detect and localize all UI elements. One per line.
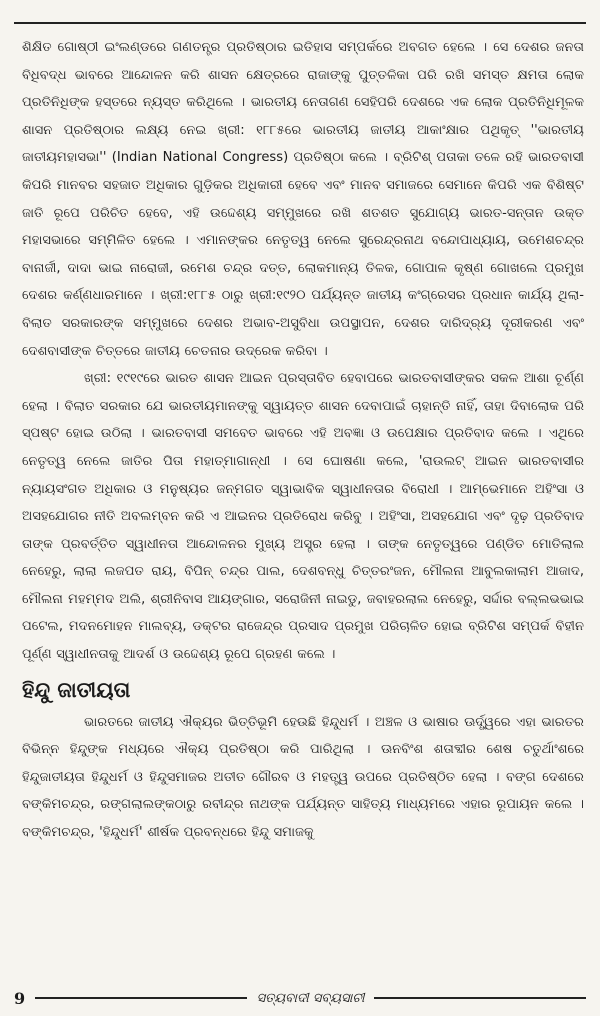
publication-title: ସତ୍ୟବାଦୀ ସବ୍ୟସାଚୀ: [256, 990, 365, 1006]
top-rule: [14, 22, 586, 24]
page-footer: [14, 988, 586, 1008]
section-heading: ହିନ୍ଦୁ ଜାତୀୟତା: [22, 677, 131, 702]
paragraph-3: ଭାରତରେ ଜାତୀୟ ଐକ୍ୟର ଭିତ୍ତିଭୂମି ହେଉଛି ହିନ୍ଦୁଧର୍ମ । ଅଞ୍ଚଳ ଓ ଭାଷାର ଊର୍ଦ୍ଧ୍ୱରେ ଏହା ଭାରତର ବିଭିନ୍ନ ହିନ୍ଦୁଙ୍କ ମଧ୍ୟରେ ଐକ୍ୟ ପ୍ରତିଷ୍ଠା କରି ପାରିଥିଲା । ଊନବିଂଶ ଶତାବ୍ଦୀର ଶେଷ ଚତୁର୍ଥାଂଶରେ ହିନ୍ଦୁଜାତୀୟତା ହିନ୍ଦୁଧର୍ମ ଓ ହିନ୍ଦୁସମାଜର ଅତୀତ ଗୌରବ ଓ ମହତ୍ତ୍ୱ ଉପରେ ପ୍ରତିଷ୍ଠିତ ହେଲା । ବଙ୍ଗ ଦେଶରେ ବଙ୍କିମଚନ୍ଦ୍ର, ରଙ୍ଗଲାଲଙ୍କଠାରୁ ରବୀନ୍ଦ୍ର ନାଥଙ୍କ ପର୍ଯ୍ୟନ୍ତ ସାହିତ୍ୟ ମାଧ୍ୟମରେ ଏହାର ରୂପାୟନ କଲେ । ବଙ୍କିମଚନ୍ଦ୍ର, 'ହିନ୍ଦୁଧର୍ମ' ଶୀର୍ଷକ ପ୍ରବନ୍ଧରେ ହିନ୍ଦୁ ସମାଜକୁ: [22, 714, 584, 841]
footer-rule-right: [374, 997, 586, 999]
footer-rule-left: [35, 997, 247, 999]
paragraph-1: ଶିକ୍ଷିତ ଗୋଷ୍ଠୀ ଇଂଲଣ୍ଡରେ ଗଣତନ୍ତ୍ର ପ୍ରତିଷ୍ଠାର ଇତିହାସ ସମ୍ପର୍କରେ ଅବଗତ ହେଲେ । ସେ ଦେଶର ଜନତା ବିଧିବଦ୍ଧ ଭାବରେ ଆନ୍ଦୋଳନ କରି ଶାସନ କ୍ଷେତ୍ରରେ ରାଜାଙ୍କୁ ପୁତ୍ତଳିକା ପରି ରଖି ସମସ୍ତ କ୍ଷମତା ଲୋକ ପ୍ରତିନିଧିଙ୍କ ହସ୍ତରେ ନ୍ୟସ୍ତ କରିଥିଲେ । ଭାରତୀୟ ନେତାଗଣ ସେହିପରି ଦେଶରେ ଏକ ଲୋକ ପ୍ରତିନିଧିମୂଳକ ଶାସନ ପ୍ରତିଷ୍ଠାର ଲକ୍ଷ୍ୟ ନେଇ ଖ୍ରୀ: ୧୮୮୫ରେ ଭାରତୀୟ ଜାତୀୟ ଆକାଂକ୍ଷାର ପଥିକୃତ୍ ''ଭାରତୀୟ ଜାତୀୟମହାସଭା'' (Indian National Congress) ପ୍ରତିଷ୍ଠା କଲେ । ବ୍ରିଟିଶ୍ ପତାକା ତଳେ ରହି ଭାରତବାସୀ କିପରି ମାନବର ସହଜାତ ଅଧିକାର ଗୁଡ଼ିକର ଅଧିକାରୀ ହେବେ ଏବଂ ମାନବ ସମାଜରେ ସେମାନେ କିପରି ଏକ ବିଶିଷ୍ଟ ଜାତି ରୂପେ ପରିଚିତ ହେବେ, ଏହି ଉଦ୍ଦେଶ୍ୟ ସମ୍ମୁଖରେ ରଖି ଶତଶତ ସୁଯୋଗ୍ୟ ଭାରତ-ସନ୍ତାନ ଉକ୍ତ ମହାସଭାରେ ସମ୍ମିଳିତ ହେଲେ । ଏମାନଙ୍କର ନେତୃତ୍ୱ ନେଲେ ସୁରେନ୍ଦ୍ରନାଥ ବନ୍ଦୋପାଧ୍ୟାୟ, ଉମେଶଚନ୍ଦ୍ର ବାନାର୍ଜୀ, ଦାଦା ଭାଇ ନାରୋଜୀ, ରମେଶ ଚନ୍ଦ୍ର ଦତ୍ତ, ଲୋକମାନ୍ୟ ତିଳକ, ଗୋପାଳ କୃଷ୍ଣ ଗୋଖଲେ ପ୍ରମୁଖ ଦେଶର କର୍ଣ୍ଣଧାରମାନେ । ଖ୍ରୀ:୧୮୮୫ ଠାରୁ ଖ୍ରୀ:୧୯୨୦ ପର୍ଯ୍ୟନ୍ତ ଜାତୀୟ କଂଗ୍ରେସର ପ୍ରଧାନ କାର୍ଯ୍ୟ ଥିଲା-ବିଲାତ ସରକାରଙ୍କ ସମ୍ମୁଖରେ ଦେଶର ଅଭାବ-ଅସୁବିଧା ଉପସ୍ଥାପନ, ଦେଶର ଦାରିଦ୍ର୍ୟ ଦୂରୀକରଣ ଏବଂ ଦେଶବାସୀଙ୍କ ଚିତ୍ତରେ ଜାତୀୟ ଚେତନାର ଉଦ୍ରେକ କରିବା ।: [22, 40, 584, 359]
paragraph-2: ଖ୍ରୀ: ୧୯୧୯ରେ ଭାରତ ଶାସନ ଆଇନ ପ୍ରସ୍ତାବିତ ହେବାପରେ ଭାରତବାସୀଙ୍କର ସକଳ ଆଶା ଚୂର୍ଣ୍ଣ ହେଲା । ବିଲାତ ସରକାର ଯେ ଭାରତୀୟମାନଙ୍କୁ ସ୍ୱାୟତ୍ତ ଶାସନ ଦେବାପାଇଁ ଚାହାନ୍ତି ନାହିଁ, ତାହା ଦିବାଲୋକ ପରି ସ୍ପଷ୍ଟ ହୋଇ ଉଠିଲା । ଭାରତବାସୀ ସମବେତ ଭାବରେ ଏହି ଅବଜ୍ଞା ଓ ଉପେକ୍ଷାର ପ୍ରତିବାଦ କଲେ । ଏଥିରେ ନେତୃତ୍ୱ ନେଲେ ଜାତିର ପିତା ମହାତ୍ମାଗାନ୍ଧୀ । ସେ ଘୋଷଣା କଲେ, 'ରାଉଲଟ୍ ଆଇନ ଭାରତବାସୀର ନ୍ୟାୟସଂଗତ ଅଧିକାର ଓ ମନୁଷ୍ୟର ଜନ୍ମଗତ ସ୍ୱାଭାବିକ ସ୍ୱାଧୀନତାର ବିରୋଧୀ । ଆମ୍ଭେମାନେ ଅହିଂସା ଓ ଅସହଯୋଗର ନୀତି ଅବଲମ୍ବନ କରି ଏ ଆଇନର ପ୍ରତିରୋଧ କରିବୁ । ଅହିଂସା, ଅସହଯୋଗ ଏବଂ ଦୃଢ଼ ପ୍ରତିବାଦ ତାଙ୍କ ପ୍ରବର୍ତ୍ତିତ ସ୍ୱାଧୀନତା ଆନ୍ଦୋଳନର ମୁଖ୍ୟ ଅସ୍ତ୍ର ହେଲା । ତାଙ୍କ ନେତୃତ୍ୱରେ ପଣ୍ଡିତ ମୋତିଲାଲ ନେହେରୁ, ଲାଲା ଲଜପତ ରାୟ, ବିପିନ୍ ଚନ୍ଦ୍ର ପାଲ, ଦେଶବନ୍ଧୁ ଚିତ୍ତରଂଜନ, ମୌଲନା ଆବୁଲକାଲାମ ଆଜାଦ, ମୌଲନା ମହମ୍ମଦ ଅଲି, ଶ୍ରୀନିବାସ ଆୟଙ୍ଗାର, ସରୋଜିନୀ ନାଇଡୁ, ଜବାହରଲାଲ ନେହେରୁ, ସର୍ଦ୍ଦାର ବଲ୍ଲଭଭାଇ ପଟେଲ, ମଦନମୋହନ ମାଲବ୍ୟ, ଡକ୍ଟର ରାଜେନ୍ଦ୍ର ପ୍ରସାଦ ପ୍ରମୁଖ ପରିଚାଳିତ ହୋଇ ବ୍ରିଟିଶ ସମ୍ପର୍କ ବିହୀନ ପୂର୍ଣ୍ଣ ସ୍ୱାଧୀନତାକୁ ଆଦର୍ଶ ଓ ଉଦ୍ଦେଶ୍ୟ ରୂପେ ଗ୍ରହଣ କଲେ ।: [22, 371, 584, 663]
page-number: 9: [14, 988, 26, 1008]
article-body: [22, 34, 584, 847]
